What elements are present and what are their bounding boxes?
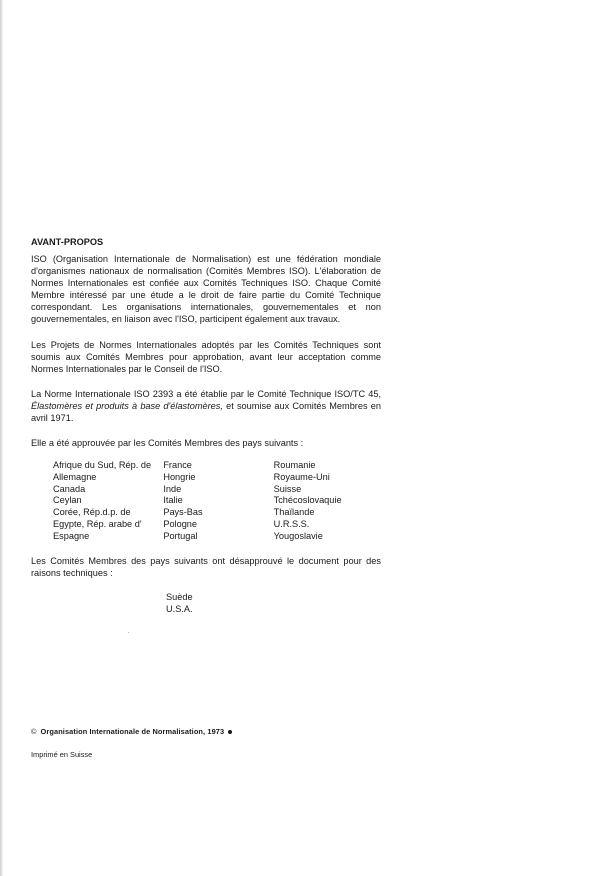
section-heading: AVANT-PROPOS	[31, 237, 104, 247]
paragraph-approval-intro: Elle a été approuvée par les Comités Membres des pays suivants :	[31, 438, 304, 448]
country-item: Hongrie	[163, 471, 196, 482]
country-item: France	[163, 460, 192, 470]
paragraph-iso-description: ISO (Organisation Internationale de Normalisation) est une fédération mondiale d'organismes nationaux de normalisation (Comités Membres ISO). L'élaboration de Normes Internationales est confiée aux Comités Techniques ISO. Chaque Comité Membre intéressé par une étude a le droit de faire partie du Comité Technique correspondant. Les organisations internationales, gouvernementales et non gouvernementales, en liaison avec l'ISO, participent également aux travaux.	[31, 254, 381, 324]
paragraph-draft-standards: Les Projets de Normes Internationales adoptés par les Comités Techniques sont soumis aux Comités Membres pour approbation, avant leur acceptation comme Normes Internationales par le Conseil de l'ISO.	[31, 340, 381, 374]
paragraph-disapproval-intro: Les Comités Membres des pays suivants ont désapprouvé le document pour des raisons techniques :	[31, 555, 381, 578]
origin-text-before: La Norme Internationale ISO 2393 a été établie par le Comité Technique ISO/TC 45,	[31, 389, 381, 399]
country-item: Inde	[163, 483, 182, 494]
copyright-text: Organisation Internationale de Normalisation, 1973	[40, 727, 225, 736]
country-item: Royaume-Uni	[273, 471, 330, 482]
printed-in-line: Imprimé en Suisse	[31, 750, 93, 759]
country-item: Espagne	[53, 530, 90, 541]
country-column-2	[163, 460, 273, 543]
committee-title: Élastomères et produits à base d'élastomères,	[31, 401, 223, 411]
country-item: Pays-Bas	[163, 507, 203, 518]
country-item: Portugal	[163, 530, 198, 541]
country-item: U.R.S.S.	[273, 518, 310, 529]
copyright-line	[31, 727, 232, 736]
country-item: Italie	[163, 495, 183, 506]
copyright-symbol: ©	[31, 727, 37, 736]
country-item: Roumanie	[273, 460, 316, 470]
country-item: Egypte, Rép. arabe d'	[53, 518, 142, 529]
country-item: Yougoslavie	[273, 530, 323, 541]
country-item: Corée, Rép.d.p. de	[53, 507, 131, 518]
country-item: Pologne	[163, 518, 198, 529]
page-scan-edge	[0, 0, 3, 876]
country-item: Afrique du Sud, Rép. de	[53, 460, 152, 470]
country-item: Tchécoslovaquie	[273, 495, 342, 506]
origin-text-after: et soumise aux Comités Membres en avril 1971.	[31, 401, 381, 423]
approving-countries-list	[53, 460, 381, 543]
bullet-dot-icon	[228, 730, 232, 734]
country-item: Thaïlande	[273, 507, 315, 518]
disapproving-countries-list	[166, 591, 381, 615]
country-item: Suisse	[273, 483, 302, 494]
scan-speck	[128, 632, 129, 633]
foreword-section	[31, 236, 381, 615]
country-column-1	[53, 460, 163, 543]
country-item: Canada	[53, 483, 86, 494]
country-item: Ceylan	[53, 495, 82, 506]
country-column-3	[274, 460, 381, 543]
country-item: U.S.A.	[166, 603, 193, 614]
country-item: Allemagne	[53, 471, 97, 482]
paragraph-standard-origin	[31, 388, 381, 424]
country-item: Suède	[166, 591, 193, 602]
